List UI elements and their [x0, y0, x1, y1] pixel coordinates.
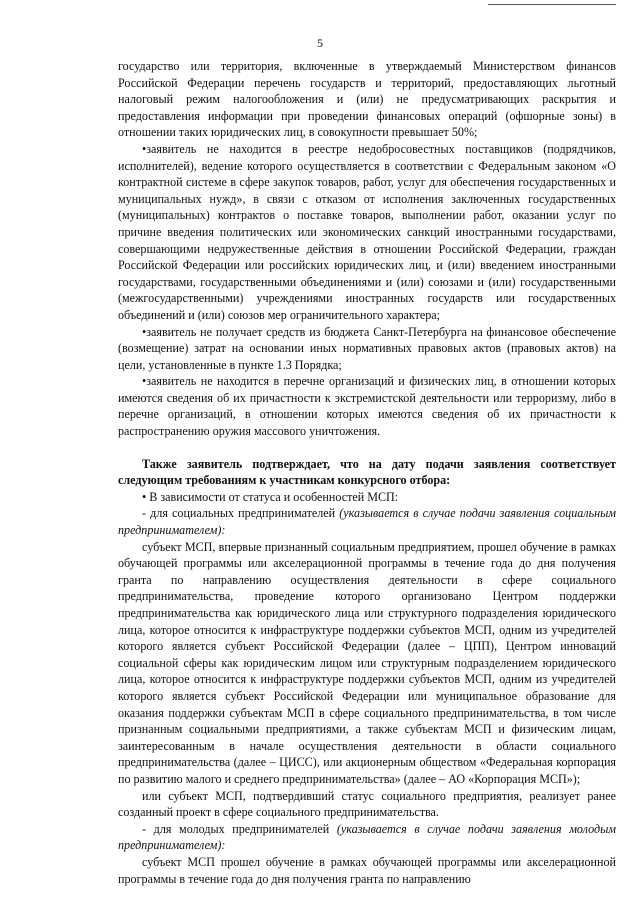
bullet-paragraph: • В зависимости от статуса и особенностей МСП:	[142, 489, 399, 504]
paragraph: или субъект МСП, подтвердивший статус социального предприятия, реализует ранее созданный проект в сфере социального предпринимательства.	[118, 788, 616, 820]
subsection-label: - для молодых предпринимателей	[142, 821, 330, 836]
subsection-label: - для социальных предпринимателей	[142, 506, 336, 521]
page-number: 5	[317, 36, 323, 50]
document-body	[118, 58, 616, 887]
paragraph: субъект МСП, впервые признанный социальным предприятием, прошел обучение в рамках обучающей программы или акселерационной программы в течение года до дня получения гранта по направлению осуществления деятельности в сфере социального предпринимательства, проведение которого организовано Центром поддержки предпринимательства как юридического лица или структурного подразделения юридического лица, которое относится к инфраструктуре поддержки субъектов МСП, одним из учредителей которого является субъект Российской Федерации (далее – ЦПП), Центром инноваций социальной сферы как юридическим лицом или структурным подразделением юридического лица, которое относится к инфраструктуре поддержки субъектов МСП, одним из учредителей которого является субъект Российской Федерации или муниципальное образование для оказания поддержки субъектам МСП в сфере социального предпринимательства, в том числе признанным социальными предприятиями, а также субъектам МСП и физическим лицам, заинтересованным в начале осуществления деятельности в области социального предпринимательства (далее – ЦИСС), или акционерным обществом «Федеральная корпорация по развитию малого и среднего предпринимательства» (далее – АО «Корпорация МСП»);	[118, 539, 616, 786]
subsection-line	[118, 505, 616, 538]
header-rule	[488, 4, 616, 5]
paragraph: государство или территория, включенные в утверждаемый Министерством финансов Российской Федерации перечень государств и территорий, предоставляющих льготный налоговый режим налогообложения и (или) не предусматривающих раскрытия и предоставления информации при проведении финансовых операций (офшорные зоны) в отношении таких юридических лиц, в совокупности превышает 50%;	[118, 59, 616, 140]
subsection-note: (указывается в случае подачи заявления социальным предпринимателем):	[118, 506, 616, 538]
bullet-paragraph: •заявитель не находится в реестре недобросовестных поставщиков (подрядчиков, исполнителей), ведение которого осуществляется в соответствии с Федеральным законом «О контрактной системе в сфере закупок товаров, работ, услуг для обеспечения государственных и муниципальных нужд», в связи с отказом от исполнения заключенных государственных (муниципальных) контрактов о поставке товаров, выполнении работ, оказании услуг по причине введения политических или экономических санкций иностранными государствами, совершающими недружественные действия в отношении Российской Федерации, граждан Российской Федерации или российских юридических лиц, и (или) введением иностранными государствами, государственными объединениями и (или) союзами и (или) государственными (межгосударственными) учреждениями иностранных государств или государственных объединений и (или) союзов мер ограничительного характера;	[118, 141, 616, 322]
paragraph: субъект МСП прошел обучение в рамках обучающей программы или акселерационной программы в течение года до дня получения гранта по направлению	[118, 854, 616, 886]
bullet-paragraph: •заявитель не находится в перечне организаций и физических лиц, в отношении которых имеются сведения об их причастности к экстремистской деятельности или терроризму, либо в перечне организаций, в отношении которых имеются сведения об их причастности к распространению оружия массового уничтожения.	[118, 374, 616, 439]
subsection-note: (указывается в случае подачи заявления молодым предпринимателем):	[118, 821, 616, 853]
bullet-paragraph: •заявитель не получает средств из бюджета Санкт-Петербурга на финансовое обеспечение (возмещение) затрат на основании иных нормативных правовых актов (правовых актов) на цели, установленные в пункте 1.3 Порядка;	[118, 324, 616, 372]
section-heading: Также заявитель подтверждает, что на дату подачи заявления соответствует следующим требованиям к участникам конкурсного отбора:	[118, 456, 616, 488]
subsection-line	[118, 821, 616, 854]
